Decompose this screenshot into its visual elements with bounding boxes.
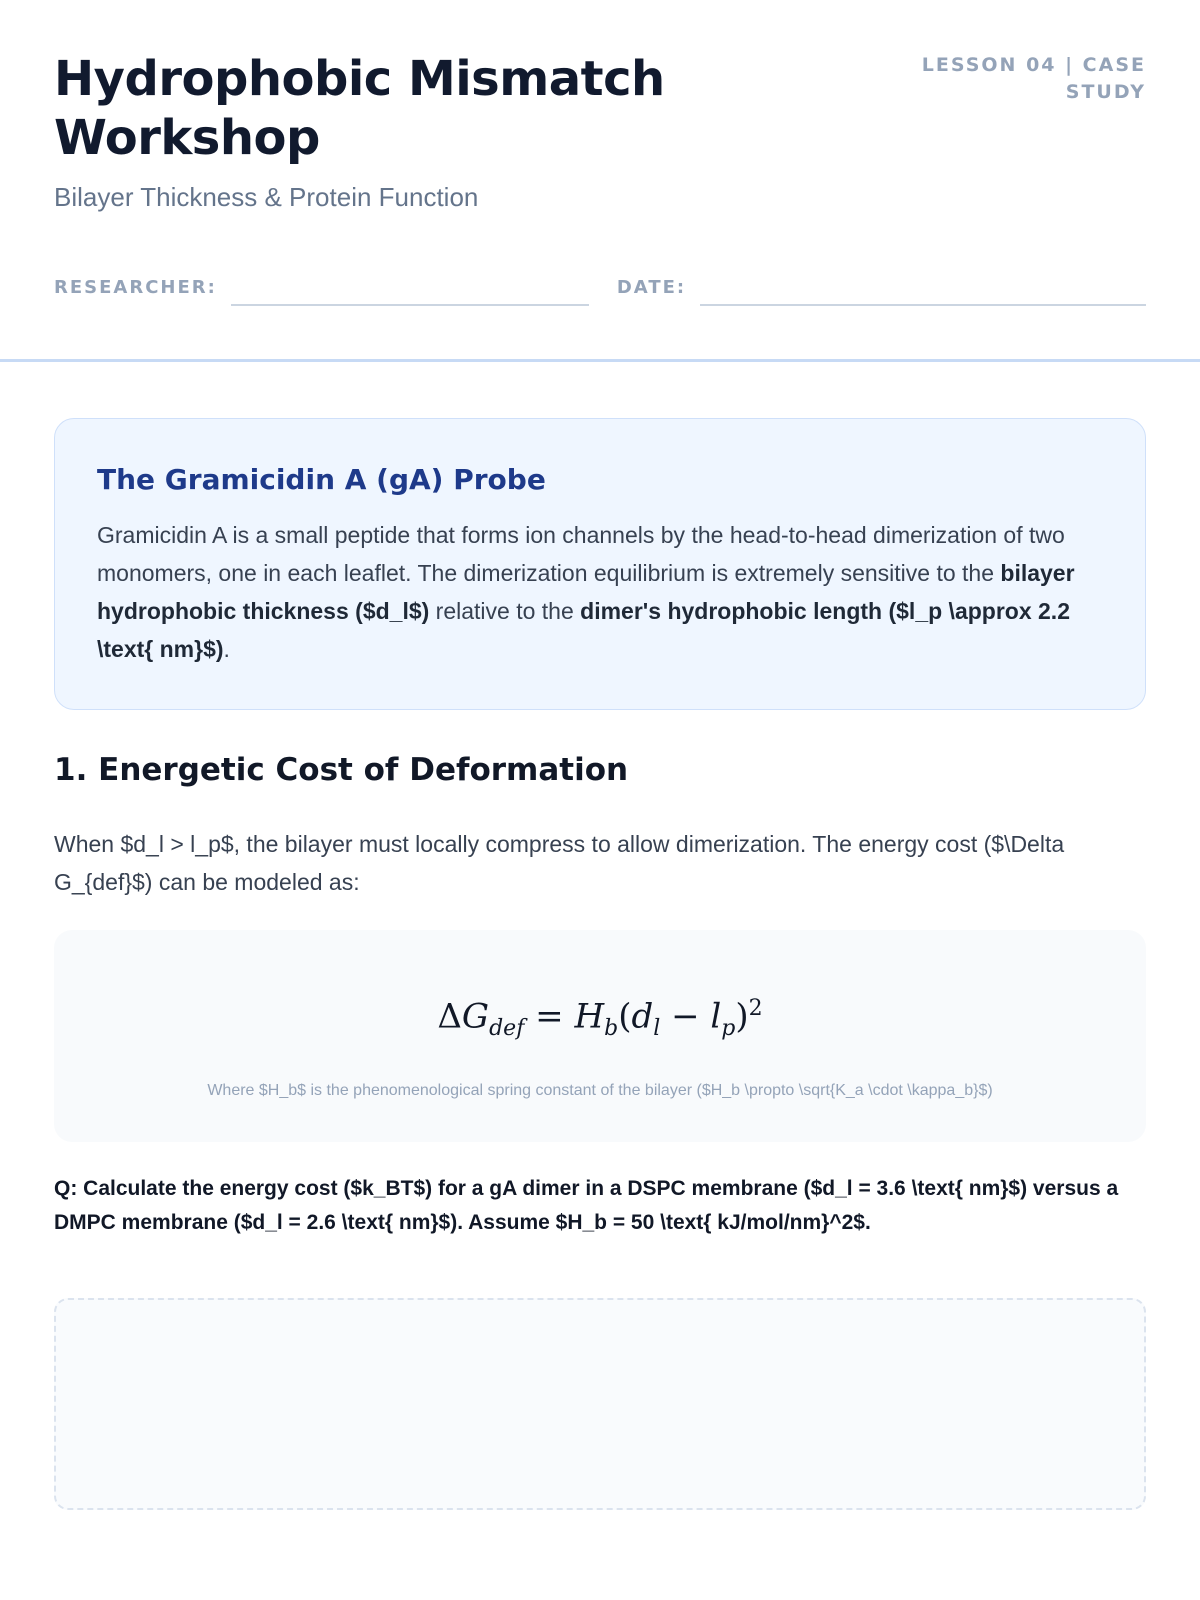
question-text: Q: Calculate the energy cost ($k_BT$) for a gA dimer in a DSPC membrane ($d_l = 3.6 \text{ nm}$) versus a DMPC membrane ($d_l = 2.6 \text{ nm}$). Assume $H_b = 50 \text{ kJ/mol/nm}^2$. [54, 1177, 1119, 1234]
researcher-label: RESEARCHER: [54, 277, 217, 298]
formula-delta: Δ [437, 996, 462, 1037]
formula-l-sub: p [721, 1016, 736, 1042]
formula [54, 996, 1146, 1041]
header-fields [54, 266, 1146, 306]
worksheet-header [0, 0, 1200, 310]
formula-close-paren: ) [735, 996, 749, 1037]
formula-h: H [574, 996, 605, 1037]
date-label: DATE: [616, 277, 687, 298]
formula-d-sub: l [653, 1016, 661, 1042]
formula-g: G [461, 996, 490, 1037]
page-subtitle: Bilayer Thickness & Protein Function [54, 182, 479, 212]
info-body-text-3: . [223, 636, 230, 662]
section-intro: When $d_l > l_p$, the bilayer must locally compress to allow dimerization. The energy cost ($\Delta G_{def}$) can be modeled as: [54, 831, 1065, 895]
formula-d: d [631, 996, 654, 1037]
info-box-body [97, 516, 1105, 668]
lesson-tag: LESSON 04 | CASE STUDY [921, 54, 1146, 103]
date-field[interactable] [700, 274, 1146, 306]
formula-note: Where $H_b$ is the phenomenological spring constant of the bilayer ($H_b \propto \sqrt{K_a \cdot \kappa_b}$) [207, 1082, 993, 1099]
section-title: 1. Energetic Cost of Deformation [54, 752, 629, 788]
answer-box[interactable] [54, 1298, 1146, 1510]
page-title: Hydrophobic Mismatch Workshop [54, 51, 665, 166]
info-box [54, 418, 1146, 710]
formula-box [54, 930, 1146, 1142]
formula-exponent: 2 [748, 996, 763, 1021]
formula-open-paren: ( [618, 996, 632, 1037]
info-body-bold-1: bilayer hydrophobic thickness ($d_l$) [97, 560, 1075, 624]
researcher-field[interactable] [231, 274, 589, 306]
info-body-text-1: Gramicidin A is a small peptide that forms ion channels by the head-to-head dimerization of two monomers, one in each leaflet. The dimerization equilibrium is extremely sensitive to the [97, 522, 1065, 586]
formula-l: l [710, 996, 722, 1037]
info-body-bold-2: dimer's hydrophobic length ($l_p \approx 2.2 \text{ nm}$) [97, 598, 1070, 662]
info-box-title: The Gramicidin A (gA) Probe [97, 463, 546, 496]
formula-minus: − [660, 996, 711, 1037]
formula-h-sub: b [604, 1016, 619, 1042]
formula-g-sub: def [489, 1016, 525, 1042]
header-divider [0, 359, 1200, 362]
formula-equals: = [524, 996, 575, 1037]
info-body-text-2: relative to the [429, 598, 581, 624]
